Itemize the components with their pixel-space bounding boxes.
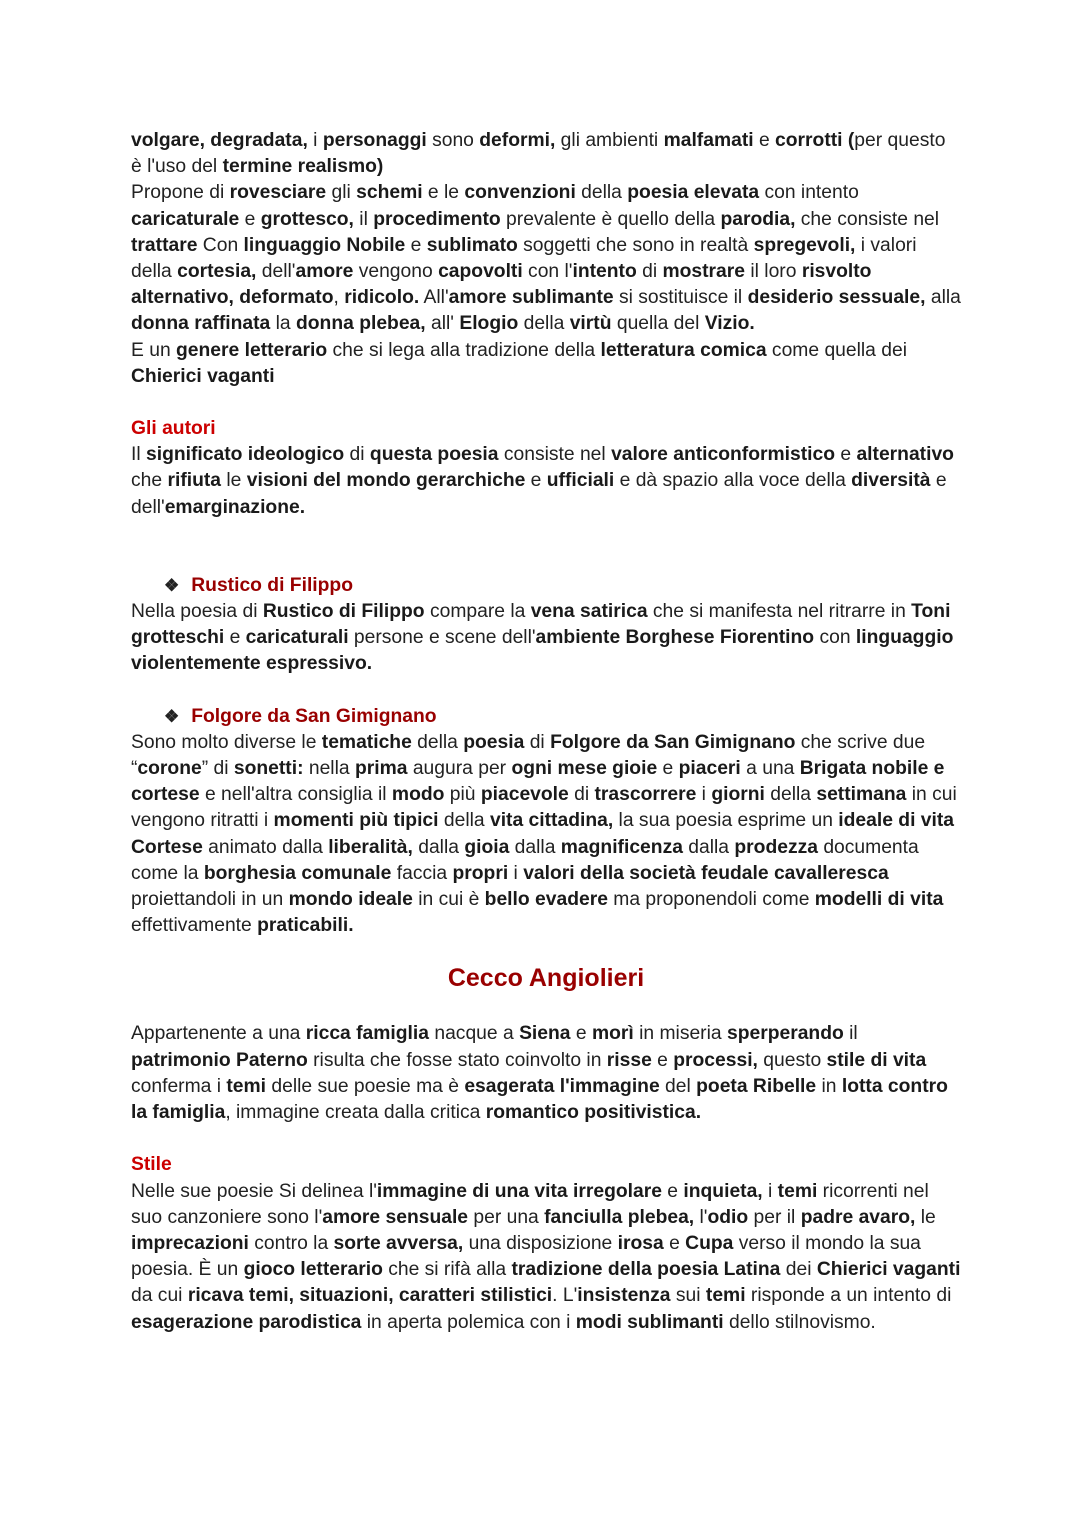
text-run: augura per [407,758,512,780]
bold-text-run: liberalità, [328,836,413,858]
bold-text-run: stile di vita [826,1049,927,1071]
text-run: questo [757,1049,827,1071]
text-run: ma proponendoli come [607,889,815,911]
bold-text-run: processi, [673,1049,758,1071]
bold-text-run: prima [354,758,408,780]
bold-text-run: giorni [711,784,765,806]
text-run: i [696,784,712,806]
text-run: e nell'altra consiglia il [199,784,392,806]
text-run: e [525,470,547,492]
text-run: i [762,1180,778,1202]
section-heading-autori: Gli autori [131,418,216,440]
text-run: in miseria [633,1023,727,1045]
text-run: le [915,1206,936,1228]
text-run: il loro [745,261,802,283]
bold-text-run: risse [606,1049,652,1071]
text-run: , [333,287,345,309]
text-run: per una [468,1206,545,1228]
subheading-rustico-label: Rustico di Filippo [191,574,353,596]
text-run: del [659,1075,697,1097]
bold-text-run: rovesciare [229,182,327,204]
bold-text-run: linguaggio Nobile [243,234,406,256]
bold-text-run: trattare [131,234,198,256]
text-run: quella del [611,313,705,335]
bold-text-run: ogni mese gioie [511,758,658,780]
text-run: e [661,1180,684,1202]
bold-text-run: temi [226,1075,267,1097]
text-run: dalla [682,836,735,858]
diamond-bullet-icon: ❖ [164,575,180,595]
text-run: e [239,208,261,230]
text-run: documenta come la [131,836,919,884]
text-run: la [270,313,296,335]
diamond-bullet-icon: ❖ [164,706,180,726]
bold-text-run: Rustico di Filippo [262,601,425,623]
text-run: e le [422,182,465,204]
text-run: per questo è l'uso del [131,130,946,178]
text-run: di [524,731,551,753]
bold-text-run: personaggi [322,130,427,151]
bold-text-run: alternativo [856,444,954,466]
intro-paragraph-3 [131,338,961,390]
text-run: Appartenente a una [131,1023,306,1045]
text-run: dalla [412,836,465,858]
cecco-paragraph [131,1021,961,1126]
bold-text-run: corrotti ( [775,130,855,151]
bold-text-run: donna plebea, [296,313,426,335]
bold-text-run: padre avaro, [800,1206,916,1228]
text-run: Nella poesia di [131,601,263,623]
bold-text-run: temi [777,1180,818,1202]
text-run: si sostituisce il [613,287,748,309]
subheading-rustico [131,573,961,599]
text-run: in aperta polemica con i [361,1311,576,1333]
bold-text-run: questa poesia [369,444,499,466]
bold-text-run: letteratura comica [600,339,767,361]
bold-text-run: malfamati [663,130,754,151]
intro-paragraph-2 [131,180,961,337]
text-run: compare la [424,601,531,623]
text-run: ricorrenti nel suo canzoniere sono l' [131,1180,929,1228]
bold-text-run: momenti più tipici [273,810,439,832]
bold-text-run: patrimonio Paterno [131,1049,308,1071]
bold-text-run: spregevoli, [753,234,856,256]
text-run: e [835,444,857,466]
text-run: e [405,234,427,256]
bold-text-run: vena satirica [530,601,648,623]
text-run: dello stilnovismo. [723,1311,876,1333]
bold-text-run: valore anticonformistico [611,444,835,466]
text-run: ” di [201,758,234,780]
text-run: il [843,1023,858,1045]
text-run: da cui [131,1285,188,1307]
text-run: Con [197,234,244,256]
bold-text-run: sorte avversa, [333,1232,464,1254]
text-run: consiste nel [498,444,612,466]
bold-text-run: imprecazioni [131,1232,249,1254]
text-run: all' [425,313,460,335]
bold-text-run: corone [137,758,202,780]
bold-text-run: deformi, [479,130,556,151]
autori-paragraph [131,442,961,521]
bold-text-run: convenzioni [464,182,576,204]
text-run: effettivamente [131,915,258,937]
text-run: il [353,208,374,230]
text-run: gli ambienti [555,130,664,151]
bold-text-run: propri [452,862,509,884]
bold-text-run: modelli di vita [814,889,944,911]
bold-text-run: poeta Ribelle [696,1075,817,1097]
text-run: per il [748,1206,801,1228]
bold-text-run: insistenza [577,1285,671,1307]
text-run: gli [326,182,357,204]
bold-text-run: caricaturali [245,627,349,649]
bold-text-run: praticabili. [257,915,354,937]
bold-text-run: ricca famiglia [305,1023,429,1045]
bold-text-run: diversità [851,470,931,492]
bold-text-run: ricava temi, situazioni, caratteri stilistici [187,1285,553,1307]
text-run: alla [925,287,961,309]
bold-text-run: borghesia comunale [203,862,392,884]
text-run: con [814,627,856,649]
bold-text-run: tematiche [321,731,412,753]
bold-text-run: vita cittadina, [489,810,614,832]
text-run: nella [303,758,355,780]
text-run: in cui vengono ritratti i [131,784,957,832]
text-run: soggetti che sono in realtà [517,234,754,256]
text-run: le [221,470,247,492]
bold-text-run: Vizio. [704,313,755,335]
bold-text-run: modo [391,784,445,806]
text-run: che si lega alla tradizione della [327,339,601,361]
text-run: e [657,758,679,780]
bold-text-run: magnificenza [560,836,683,858]
text-run: dell' [256,261,296,283]
text-run: contro la [248,1232,334,1254]
text-run: che [131,470,168,492]
bold-text-run: termine realismo) [222,156,384,178]
bold-text-run: bello evadere [484,889,608,911]
bold-text-run: sonetti: [233,758,304,780]
text-run: in cui è [412,889,485,911]
text-run: sui [670,1285,706,1307]
bold-text-run: morì [591,1023,634,1045]
text-run: sono [426,130,480,151]
bold-text-run: mondo ideale [288,889,413,911]
text-run: nacque a [429,1023,520,1045]
text-run: che consiste nel [795,208,940,230]
bold-text-run: volgare, degradata, [131,130,308,151]
text-run: i valori della [131,234,917,283]
text-run: di [568,784,595,806]
bold-text-run: amore [295,261,354,283]
text-run: della [518,313,570,335]
bold-text-run: emarginazione. [164,496,306,518]
text-run: in [816,1075,842,1097]
text-run: , immagine creata dalla critica [225,1102,486,1124]
bold-text-run: Elogio [459,313,519,335]
bold-text-run: gioco letterario [243,1259,383,1281]
intro-paragraph-1 [131,128,961,180]
bold-text-run: esagerazione parodistica [131,1311,362,1333]
bold-text-run: ufficiali [546,470,615,492]
folgore-paragraph [131,730,961,940]
text-run: Nelle sue poesie Si delinea l' [131,1180,377,1202]
bold-text-run: settimana [816,784,907,806]
section-heading-stile: Stile [131,1154,172,1176]
document-page [131,128,961,1336]
text-run: della [411,731,464,753]
bold-text-run: modi sublimanti [575,1311,724,1333]
text-run: E un [131,339,177,361]
bold-text-run: Folgore da San Gimignano [550,731,796,753]
text-run: la sua poesia esprime un [613,810,839,832]
bold-text-run: caricaturale [131,208,240,230]
text-run: che si rifà alla [382,1259,512,1281]
text-run: con l' [522,261,573,283]
bold-text-run: significato ideologico [146,444,345,466]
text-run: proiettandoli in un [131,889,289,911]
bold-text-run: lotta contro la famiglia [131,1075,948,1124]
text-run: delle sue poesie ma è [266,1075,465,1097]
text-run: Sono molto diverse le [131,731,322,753]
bold-text-run: desiderio sessuale, [747,287,926,309]
text-run: All' [419,287,449,309]
bold-text-run: sublimato [426,234,518,256]
text-run: e [224,627,246,649]
bold-text-run: genere letterario [176,339,328,361]
text-run: verso il mondo la sua poesia. È un [131,1232,921,1281]
text-run: animato dalla [202,836,329,858]
bold-text-run: valori della società feudale cavalleresca [523,862,889,884]
text-run: risulta che fosse stato coinvolto in [307,1049,607,1071]
bold-text-run: amore sublimante [448,287,614,309]
text-run: e [663,1232,686,1254]
bold-text-run: temi [705,1285,746,1307]
subheading-folgore-label: Folgore da San Gimignano [191,705,437,727]
bold-text-run: cortesia, [177,261,257,283]
text-run: e dà spazio alla voce della [614,470,852,492]
bold-text-run: Brigata nobile e cortese [131,758,945,806]
bold-text-run: Siena [519,1023,571,1045]
bold-text-run: piacevole [480,784,569,806]
text-run: dalla [509,836,561,858]
bold-text-run: donna raffinata [131,313,271,335]
bold-text-run: procedimento [373,208,501,230]
bold-text-run: linguaggio violentemente espressivo. [131,627,954,675]
text-run: e [753,130,776,151]
bold-text-run: sperperando [726,1023,844,1045]
text-run: una disposizione [463,1232,618,1254]
bold-text-run: poesia [463,731,525,753]
bold-text-run: gioia [464,836,510,858]
bold-text-run: mostrare [662,261,746,283]
text-run: prevalente è quello della [500,208,721,230]
bold-text-run: visioni del mondo gerarchiche [246,470,526,492]
bold-text-run: prodezza [734,836,818,858]
text-run: e dell' [131,470,947,518]
bold-text-run: virtù [569,313,612,335]
bold-text-run: rifiuta [167,470,222,492]
text-run: i [307,130,323,151]
subheading-folgore [131,704,961,730]
text-run: faccia [391,862,453,884]
bold-text-run: amore sensuale [322,1206,469,1228]
stile-paragraph [131,1179,961,1336]
bold-text-run: poesia elevata [627,182,760,204]
text-run: risponde a un intento di [745,1285,952,1307]
text-run: della [575,182,628,204]
text-run: conferma i [131,1075,227,1097]
bold-text-run: grottesco, [260,208,354,230]
text-run: della [764,784,817,806]
bold-text-run: schemi [356,182,423,204]
bold-text-run: Toni grotteschi [131,601,951,649]
text-run: dei [780,1259,817,1281]
text-run: a una [740,758,800,780]
text-run: più [444,784,481,806]
bold-text-run: ambiente Borghese Fiorentino [535,627,815,649]
bold-text-run: romantico positivistica. [485,1102,702,1124]
text-run: e [651,1049,674,1071]
text-run: e [570,1023,592,1045]
text-run: di [344,444,370,466]
bold-text-run: fanciulla plebea, [544,1206,695,1228]
bold-text-run: tradizione della poesia Latina [511,1259,781,1281]
rustico-paragraph [131,599,961,678]
bold-text-run: intento [572,261,637,283]
bold-text-run: capovolti [438,261,523,283]
bold-text-run: piaceri [678,758,741,780]
bold-text-run: Cupa [685,1232,734,1254]
text-run: della [438,810,490,832]
bold-text-run: parodia, [720,208,796,230]
text-run: vengono [353,261,439,283]
text-run: come quella dei [766,339,907,361]
text-run: Propone di [131,182,230,204]
text-run: di [636,261,663,283]
bold-text-run: esagerata l'immagine [464,1075,660,1097]
bold-text-run: ridicolo. [344,287,420,309]
text-run: . L' [552,1285,578,1307]
text-run: che si manifesta nel ritrarre in [647,601,912,623]
text-run: che scrive due “ [131,731,926,780]
bold-text-run: risvolto alternativo, deformato [131,261,872,309]
bold-text-run: irosa [617,1232,664,1254]
bold-text-run: odio [707,1206,749,1228]
text-run: con intento [759,182,859,204]
text-run: Il [131,444,146,466]
bold-text-run: Chierici vaganti [816,1259,961,1281]
bold-text-run: trascorrere [594,784,697,806]
page-title-cecco: Cecco Angiolieri [447,964,645,993]
text-run: persone e scene dell' [348,627,536,649]
bold-text-run: Chierici vaganti [131,365,275,387]
bold-text-run: inquieta, [683,1180,763,1202]
text-run: l' [694,1206,708,1228]
text-run: i [508,862,524,884]
bold-text-run: ideale di vita Cortese [131,810,955,858]
bold-text-run: immagine di una vita irregolare [376,1180,662,1202]
